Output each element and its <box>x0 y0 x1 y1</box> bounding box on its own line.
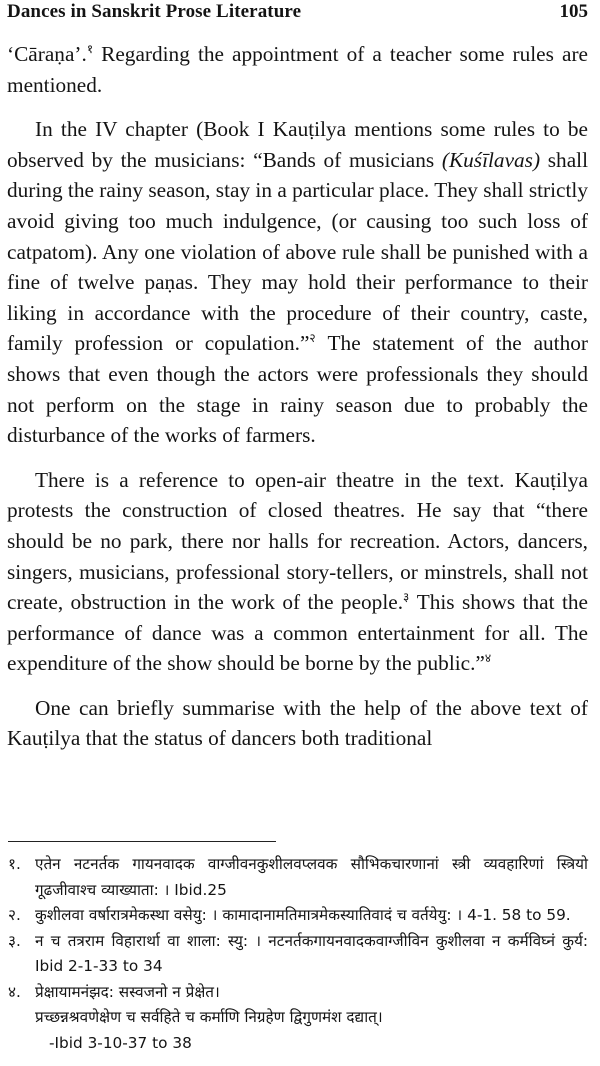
footnotes <box>8 852 588 1056</box>
footnote-text: न च तत्रराम विहारार्था वा शाला: स्यु: । नटनर्तकगायनवादकवाग्जीविन कुशीलवा न कर्मविघ्नं कुर्य: Ibid 2-1-33 to 34 <box>35 931 588 975</box>
footnote-divider <box>8 841 276 842</box>
paragraph-1-text-a: ‘Cāraṇa’. <box>7 42 87 66</box>
footnote-number: ३. <box>8 931 21 950</box>
footnote-2 <box>8 903 588 929</box>
footnote-text: प्रेक्षायामनंझद: सस्वजनो न प्रेक्षेत। <box>35 982 220 1001</box>
paragraph-4 <box>7 693 588 754</box>
paragraph-3-text-a: There is a reference to open-air theatre in the text. Kauṭilya protests the construction of closed theatres. He say that “there should be no park, there nor halls for recreation. Actors, dancers, singers, musicians, professional story-tellers, or minstrels, shall not create, obstruction in the work of the people. <box>7 467 588 615</box>
paragraph-4-text: One can briefly summarise with the help of the above text of Kauṭilya that the status of dancers both traditional <box>7 695 588 751</box>
footnote-3 <box>8 929 588 980</box>
paragraph-2 <box>7 114 588 451</box>
body-text <box>7 39 588 754</box>
running-title: Dances in Sanskrit Prose Literature <box>7 1 302 22</box>
paragraph-2-text-a: In the IV chapter (Book I Kauṭilya mentions some rules to be observed by the musicians: “Bands of musicians <box>7 117 588 172</box>
footnote-number: १. <box>8 855 21 873</box>
footnote-4-citation: -Ibid 3-10-37 to 38 <box>49 1033 192 1052</box>
page-header <box>7 0 588 31</box>
footnote-number: २. <box>8 906 21 924</box>
italic-term: (Kuśīlavas) <box>441 147 541 172</box>
footnote-text: कुशीलवा वर्षारात्रमेकस्था वसेयु: । कामादानामतिमात्रमेकस्यातिवादं च वर्तयेयु: । 4-1. 58 to 59. <box>35 906 571 924</box>
paragraph-3 <box>7 465 588 679</box>
paragraph-3-text-b: This shows that the performance of dance was a common entertainment for all. The expenditure of the show should be borne by the public.” <box>7 590 588 676</box>
footnote-ref-2: २ <box>309 331 316 346</box>
footnote-text: एतेन नटनर्तक गायनवादक वाग्जीवनकुशीलवप्लवक सौभिकचारणानां स्त्री व्यवहारिणां स्त्रियो गूढजीवाश्च व्याख्याता: । Ibid.25 <box>35 855 588 899</box>
paragraph-1 <box>7 39 588 100</box>
footnote-number: ४. <box>8 982 21 1001</box>
footnote-ref-3: ३ <box>403 590 410 604</box>
footnote-ref-1: १ <box>86 41 94 56</box>
page-number: 105 <box>559 1 588 22</box>
paragraph-2-text-b: shall during the rainy season, stay in a particular place. They shall strictly avoid giving too much indulgence, (or causing too such loss of catpatom). Any one violation of above rule shall be punished with a fine of twelve paṇas. They may hold their performance to their liking in accordance with the procedure of their country, caste, family profession or copulation.” <box>7 147 588 356</box>
footnote-4-line-2: प्रच्छन्नश्रवणेक्षेण च सर्वहिते च कर्माणि निग्रहेण द्विगुणमंश दद्यात्। <box>35 1008 383 1026</box>
paragraph-1-text-b: Regarding the appointment of a teacher some rules are mentioned. <box>7 42 588 97</box>
footnote-4 <box>8 980 588 1006</box>
footnote-ref-4: ४ <box>484 651 492 666</box>
footnote-1 <box>8 852 588 903</box>
paragraph-2-text-c: The statement of the author shows that even though the actors were professionals they should not perform on the stage in rainy season due to probably the disturbance of the works of farmers. <box>7 331 588 448</box>
